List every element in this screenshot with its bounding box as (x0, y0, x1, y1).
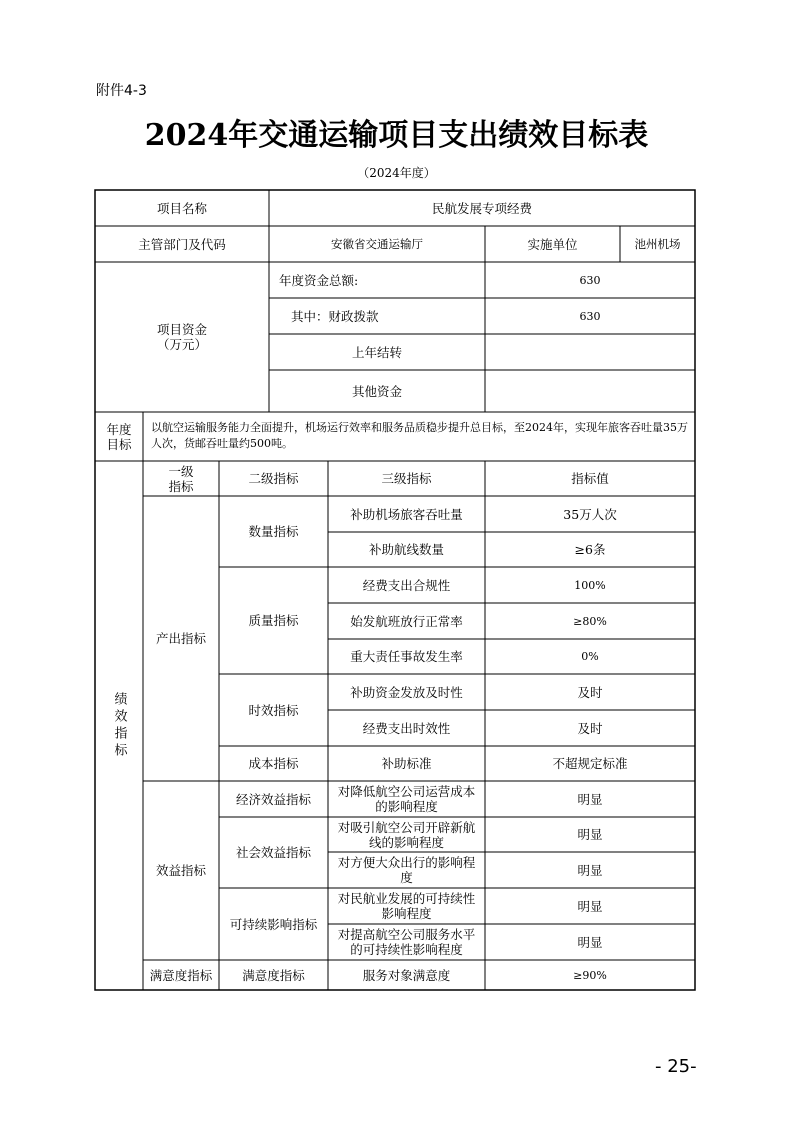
last-year-funds-value (485, 334, 695, 370)
indicator-name: 补助资金发放及时性 (350, 684, 463, 700)
annual-goal-label: 年度 目标 (106, 421, 132, 452)
annual-goal-text: 以航空运输服务能力全面提升，机场运行效率和服务品质稳步提升总目标，至2024年，实现年旅客吞吐量35万人次，货邮吞吐量约500吨。 (151, 421, 688, 450)
timeliness-indicators-label: 时效指标 (248, 702, 299, 718)
quantity-indicators-label: 数量指标 (248, 524, 299, 539)
col-value-header: 指标值 (571, 471, 609, 486)
col-level3-header: 三级指标 (381, 471, 432, 486)
benefit-indicators-label: 效益指标 (155, 863, 206, 878)
indicator-value: 不超规定标准 (552, 756, 628, 771)
col-level2-header: 二级指标 (248, 471, 299, 486)
department-value: 安徽省交通运输厅 (331, 236, 423, 251)
satisfaction-level1-label: 满意度指标 (149, 967, 213, 983)
indicator-name: 对方便大众出行的影响程度 (337, 855, 476, 885)
page-number: - 25- (655, 1056, 697, 1077)
fiscal-funds-value: 630 (579, 309, 601, 323)
document-title: 2024年交通运输项目支出绩效目标表 (144, 118, 649, 153)
output-indicators-label: 产出指标 (155, 631, 206, 646)
indicator-value: 明显 (577, 934, 603, 950)
indicator-name: 对民航业发展的可持续性影响程度 (337, 891, 476, 921)
col-level1-header: 一级 指标 (168, 463, 194, 494)
funds-label: 项目资金 （万元） (156, 322, 207, 352)
sustainability-label: 可持续影响指标 (229, 916, 318, 932)
indicator-value: ≥90% (573, 968, 607, 982)
quality-indicators-label: 质量指标 (248, 613, 299, 628)
indicator-name: 服务对象满意度 (362, 967, 451, 983)
indicator-value: 0% (581, 650, 599, 663)
indicator-value: 及时 (577, 720, 603, 736)
total-funds-label: 年度资金总额: (279, 272, 359, 288)
document-year: （2024年度） (357, 166, 436, 180)
indicator-name: 对吸引航空公司开辟新航线的影响程度 (337, 819, 476, 850)
implementing-unit-value: 池州机场 (634, 236, 681, 251)
indicator-value: 明显 (577, 791, 603, 807)
satisfaction-level2-label: 满意度指标 (242, 967, 305, 983)
indicator-value: 明显 (577, 862, 603, 878)
indicator-value: 明显 (577, 898, 603, 914)
other-funds-value (485, 370, 695, 412)
total-funds-value: 630 (579, 273, 601, 287)
social-benefit-label: 社会效益指标 (235, 845, 311, 860)
indicator-name: 经费支出合规性 (362, 577, 451, 593)
indicator-value: 明显 (577, 827, 603, 842)
last-year-funds-label: 上年结转 (351, 344, 402, 360)
project-name-value: 民航发展专项经费 (431, 200, 532, 216)
indicator-value: 35万人次 (563, 506, 617, 522)
indicator-name: 补助机场旅客吞吐量 (350, 506, 463, 522)
indicator-name: 对提高航空公司服务水平的可持续性影响程度 (337, 927, 476, 957)
indicator-name: 对降低航空公司运营成本的影响程度 (337, 784, 476, 814)
indicator-name: 补助标准 (381, 756, 432, 771)
project-name-label: 项目名称 (156, 200, 207, 216)
indicator-name: 经费支出时效性 (362, 720, 451, 736)
cost-indicators-label: 成本指标 (248, 756, 299, 771)
indicator-value: 100% (574, 578, 606, 592)
other-funds-label: 其他资金 (351, 383, 402, 399)
economic-benefit-label: 经济效益指标 (235, 791, 311, 807)
implementing-unit-label: 实施单位 (527, 236, 578, 252)
attachment-label: 附件4-3 (96, 83, 147, 99)
indicator-value: ≥6条 (574, 542, 606, 557)
fiscal-funds-label: 其中：财政拨款 (291, 308, 379, 324)
indicator-name: 始发航班放行正常率 (350, 613, 463, 629)
indicator-value: 及时 (577, 684, 603, 700)
indicator-name: 补助航线数量 (368, 542, 444, 557)
performance-indicators-label: 绩效指标 (111, 691, 127, 760)
indicator-value: ≥80% (573, 614, 607, 628)
department-label: 主管部门及代码 (138, 236, 226, 252)
indicator-name: 重大责任事故发生率 (350, 649, 463, 664)
